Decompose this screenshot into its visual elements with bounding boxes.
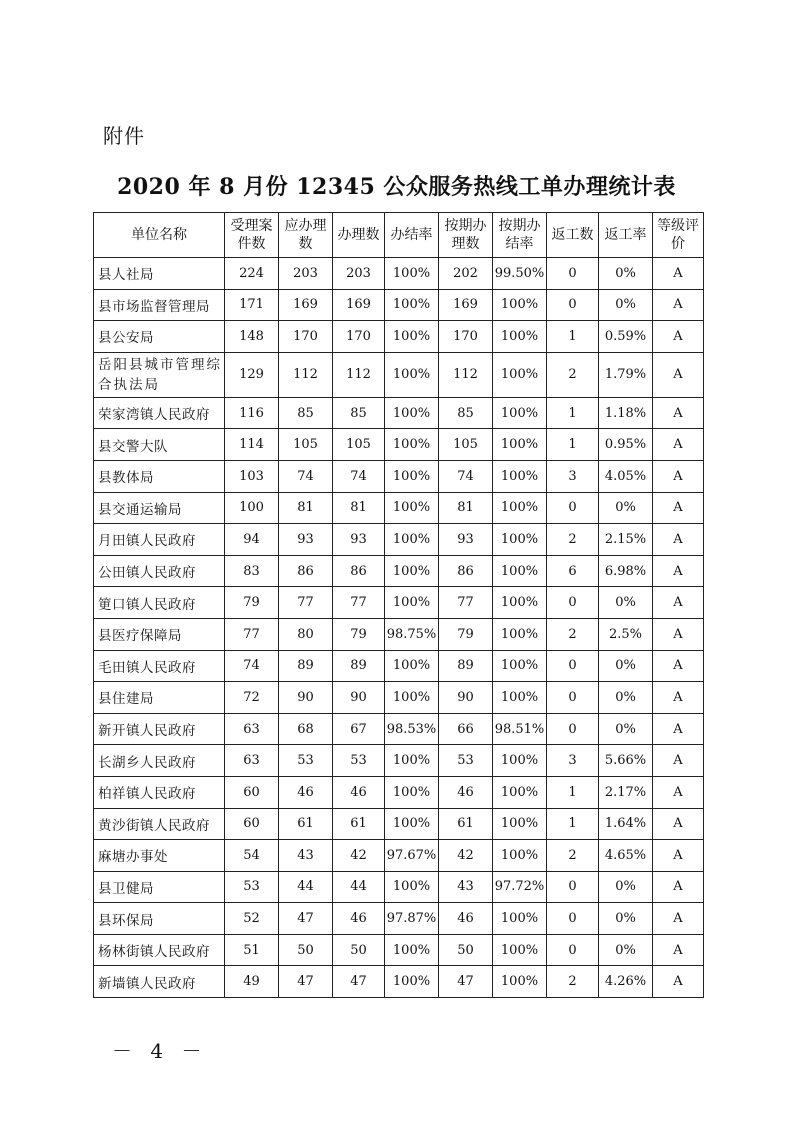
cell-rework-rate: 2.15% <box>599 524 653 556</box>
table-row <box>94 966 704 998</box>
cell-handled: 203 <box>333 258 385 290</box>
cell-unit-name: 筻口镇人民政府 <box>94 587 225 619</box>
cell-unit-name: 长湖乡人民政府 <box>94 745 225 777</box>
table-row <box>94 840 704 872</box>
cell-grade: A <box>653 934 704 966</box>
table-row <box>94 776 704 808</box>
cell-ontime-handled: 47 <box>439 966 493 998</box>
cell-grade: A <box>653 713 704 745</box>
cell-completion-rate: 100% <box>385 966 439 998</box>
cell-rework-count: 0 <box>547 713 599 745</box>
cell-grade: A <box>653 555 704 587</box>
cell-accepted-cases: 77 <box>225 618 279 650</box>
cell-completion-rate: 100% <box>385 555 439 587</box>
cell-accepted-cases: 129 <box>225 352 279 397</box>
cell-ontime-rate: 100% <box>493 840 547 872</box>
cell-rework-rate: 4.05% <box>599 460 653 492</box>
table-row <box>94 258 704 290</box>
header-accepted-cases: 受理案件数 <box>225 213 279 258</box>
cell-unit-name: 柏祥镇人民政府 <box>94 776 225 808</box>
cell-completion-rate: 100% <box>385 397 439 429</box>
cell-grade: A <box>653 871 704 903</box>
cell-rework-rate: 1.18% <box>599 397 653 429</box>
cell-rework-count: 2 <box>547 840 599 872</box>
cell-accepted-cases: 51 <box>225 934 279 966</box>
cell-ontime-rate: 100% <box>493 524 547 556</box>
cell-grade: A <box>653 682 704 714</box>
cell-ontime-rate: 99.50% <box>493 258 547 290</box>
cell-accepted-cases: 60 <box>225 808 279 840</box>
cell-completion-rate: 97.67% <box>385 840 439 872</box>
table-row <box>94 650 704 682</box>
header-ontime-rate: 按期办结率 <box>493 213 547 258</box>
header-completion-rate: 办结率 <box>385 213 439 258</box>
cell-should-handle: 89 <box>279 650 333 682</box>
cell-unit-name: 黄沙街镇人民政府 <box>94 808 225 840</box>
cell-rework-rate: 0% <box>599 587 653 619</box>
cell-accepted-cases: 72 <box>225 682 279 714</box>
cell-ontime-rate: 100% <box>493 397 547 429</box>
table-row <box>94 618 704 650</box>
cell-completion-rate: 100% <box>385 321 439 353</box>
cell-completion-rate: 100% <box>385 682 439 714</box>
cell-grade: A <box>653 460 704 492</box>
cell-grade: A <box>653 289 704 321</box>
cell-ontime-handled: 46 <box>439 903 493 935</box>
cell-ontime-handled: 112 <box>439 352 493 397</box>
table-row <box>94 808 704 840</box>
cell-unit-name: 县住建局 <box>94 682 225 714</box>
cell-ontime-handled: 170 <box>439 321 493 353</box>
cell-unit-name: 县公安局 <box>94 321 225 353</box>
cell-completion-rate: 100% <box>385 258 439 290</box>
cell-rework-count: 1 <box>547 429 599 461</box>
cell-rework-rate: 0% <box>599 492 653 524</box>
header-should-handle: 应办理数 <box>279 213 333 258</box>
cell-should-handle: 46 <box>279 776 333 808</box>
table-row <box>94 903 704 935</box>
cell-accepted-cases: 63 <box>225 745 279 777</box>
cell-handled: 46 <box>333 776 385 808</box>
cell-should-handle: 86 <box>279 555 333 587</box>
cell-grade: A <box>653 966 704 998</box>
cell-accepted-cases: 94 <box>225 524 279 556</box>
cell-ontime-rate: 100% <box>493 776 547 808</box>
cell-unit-name: 县交警大队 <box>94 429 225 461</box>
cell-unit-name: 公田镇人民政府 <box>94 555 225 587</box>
table-row <box>94 352 704 397</box>
table-row <box>94 682 704 714</box>
cell-grade: A <box>653 321 704 353</box>
cell-ontime-handled: 81 <box>439 492 493 524</box>
cell-rework-rate: 5.66% <box>599 745 653 777</box>
cell-should-handle: 80 <box>279 618 333 650</box>
header-ontime-handled: 按期办理数 <box>439 213 493 258</box>
cell-handled: 89 <box>333 650 385 682</box>
cell-should-handle: 44 <box>279 871 333 903</box>
cell-ontime-rate: 100% <box>493 429 547 461</box>
cell-should-handle: 81 <box>279 492 333 524</box>
cell-ontime-handled: 42 <box>439 840 493 872</box>
cell-should-handle: 61 <box>279 808 333 840</box>
cell-handled: 169 <box>333 289 385 321</box>
cell-rework-count: 0 <box>547 650 599 682</box>
cell-ontime-rate: 100% <box>493 352 547 397</box>
cell-handled: 112 <box>333 352 385 397</box>
cell-rework-rate: 1.64% <box>599 808 653 840</box>
cell-handled: 47 <box>333 966 385 998</box>
cell-rework-rate: 0% <box>599 682 653 714</box>
cell-grade: A <box>653 776 704 808</box>
cell-rework-rate: 6.98% <box>599 555 653 587</box>
cell-grade: A <box>653 618 704 650</box>
cell-handled: 46 <box>333 903 385 935</box>
cell-ontime-rate: 100% <box>493 903 547 935</box>
cell-accepted-cases: 49 <box>225 966 279 998</box>
cell-ontime-rate: 100% <box>493 460 547 492</box>
cell-rework-rate: 4.26% <box>599 966 653 998</box>
cell-ontime-handled: 66 <box>439 713 493 745</box>
cell-completion-rate: 98.75% <box>385 618 439 650</box>
cell-unit-name: 新开镇人民政府 <box>94 713 225 745</box>
header-rework-count: 返工数 <box>547 213 599 258</box>
cell-completion-rate: 100% <box>385 492 439 524</box>
cell-rework-rate: 2.5% <box>599 618 653 650</box>
cell-rework-count: 2 <box>547 524 599 556</box>
cell-rework-count: 0 <box>547 289 599 321</box>
cell-completion-rate: 97.87% <box>385 903 439 935</box>
cell-accepted-cases: 79 <box>225 587 279 619</box>
cell-ontime-rate: 100% <box>493 321 547 353</box>
cell-accepted-cases: 54 <box>225 840 279 872</box>
cell-ontime-handled: 169 <box>439 289 493 321</box>
cell-completion-rate: 100% <box>385 776 439 808</box>
statistics-table <box>93 212 704 998</box>
table-row <box>94 429 704 461</box>
table-row <box>94 492 704 524</box>
cell-rework-count: 1 <box>547 808 599 840</box>
cell-grade: A <box>653 840 704 872</box>
cell-completion-rate: 98.53% <box>385 713 439 745</box>
cell-grade: A <box>653 650 704 682</box>
cell-ontime-rate: 98.51% <box>493 713 547 745</box>
cell-should-handle: 90 <box>279 682 333 714</box>
cell-should-handle: 47 <box>279 966 333 998</box>
cell-handled: 44 <box>333 871 385 903</box>
cell-ontime-handled: 61 <box>439 808 493 840</box>
cell-ontime-rate: 100% <box>493 808 547 840</box>
cell-unit-name: 县卫健局 <box>94 871 225 903</box>
cell-rework-count: 0 <box>547 587 599 619</box>
cell-ontime-handled: 53 <box>439 745 493 777</box>
cell-rework-count: 0 <box>547 682 599 714</box>
cell-unit-name: 县市场监督管理局 <box>94 289 225 321</box>
cell-ontime-rate: 100% <box>493 289 547 321</box>
cell-unit-name: 新墙镇人民政府 <box>94 966 225 998</box>
cell-ontime-rate: 100% <box>493 745 547 777</box>
cell-rework-rate: 1.79% <box>599 352 653 397</box>
cell-rework-count: 2 <box>547 352 599 397</box>
cell-should-handle: 112 <box>279 352 333 397</box>
cell-handled: 42 <box>333 840 385 872</box>
cell-grade: A <box>653 808 704 840</box>
cell-handled: 93 <box>333 524 385 556</box>
cell-completion-rate: 100% <box>385 745 439 777</box>
cell-rework-rate: 0.95% <box>599 429 653 461</box>
table-row <box>94 745 704 777</box>
cell-should-handle: 47 <box>279 903 333 935</box>
cell-accepted-cases: 63 <box>225 713 279 745</box>
cell-unit-name: 麻塘办事处 <box>94 840 225 872</box>
cell-grade: A <box>653 524 704 556</box>
cell-completion-rate: 100% <box>385 871 439 903</box>
cell-handled: 79 <box>333 618 385 650</box>
cell-grade: A <box>653 587 704 619</box>
cell-rework-rate: 0% <box>599 258 653 290</box>
cell-should-handle: 93 <box>279 524 333 556</box>
cell-handled: 90 <box>333 682 385 714</box>
cell-rework-rate: 0% <box>599 903 653 935</box>
cell-rework-count: 1 <box>547 321 599 353</box>
cell-accepted-cases: 224 <box>225 258 279 290</box>
table-row <box>94 587 704 619</box>
cell-grade: A <box>653 745 704 777</box>
cell-handled: 105 <box>333 429 385 461</box>
attachment-label: 附件 <box>103 124 145 148</box>
table-row <box>94 397 704 429</box>
cell-grade: A <box>653 903 704 935</box>
cell-unit-name: 月田镇人民政府 <box>94 524 225 556</box>
cell-accepted-cases: 103 <box>225 460 279 492</box>
cell-ontime-rate: 100% <box>493 934 547 966</box>
cell-accepted-cases: 52 <box>225 903 279 935</box>
cell-ontime-handled: 93 <box>439 524 493 556</box>
cell-rework-count: 1 <box>547 397 599 429</box>
cell-accepted-cases: 148 <box>225 321 279 353</box>
table-row <box>94 934 704 966</box>
header-handled: 办理数 <box>333 213 385 258</box>
cell-unit-name: 县人社局 <box>94 258 225 290</box>
cell-completion-rate: 100% <box>385 524 439 556</box>
cell-rework-count: 1 <box>547 776 599 808</box>
cell-ontime-handled: 50 <box>439 934 493 966</box>
cell-should-handle: 74 <box>279 460 333 492</box>
table-row <box>94 713 704 745</box>
cell-unit-name: 县环保局 <box>94 903 225 935</box>
cell-ontime-rate: 100% <box>493 650 547 682</box>
cell-rework-count: 0 <box>547 934 599 966</box>
cell-rework-count: 2 <box>547 618 599 650</box>
cell-completion-rate: 100% <box>385 460 439 492</box>
cell-ontime-handled: 85 <box>439 397 493 429</box>
cell-unit-name: 荣家湾镇人民政府 <box>94 397 225 429</box>
cell-ontime-rate: 100% <box>493 682 547 714</box>
cell-ontime-handled: 202 <box>439 258 493 290</box>
cell-accepted-cases: 83 <box>225 555 279 587</box>
table-row <box>94 524 704 556</box>
page-number: － 4 － <box>112 1039 208 1063</box>
cell-handled: 86 <box>333 555 385 587</box>
cell-should-handle: 169 <box>279 289 333 321</box>
cell-rework-rate: 0% <box>599 871 653 903</box>
cell-handled: 67 <box>333 713 385 745</box>
table-header-row <box>94 213 704 258</box>
cell-unit-name: 岳阳县城市管理综合执法局 <box>94 352 225 397</box>
cell-accepted-cases: 74 <box>225 650 279 682</box>
cell-ontime-handled: 105 <box>439 429 493 461</box>
cell-unit-name: 县交通运输局 <box>94 492 225 524</box>
cell-rework-rate: 0% <box>599 934 653 966</box>
cell-should-handle: 203 <box>279 258 333 290</box>
cell-rework-rate: 0.59% <box>599 321 653 353</box>
cell-rework-rate: 0% <box>599 650 653 682</box>
cell-should-handle: 105 <box>279 429 333 461</box>
cell-rework-rate: 0% <box>599 289 653 321</box>
cell-accepted-cases: 114 <box>225 429 279 461</box>
cell-accepted-cases: 100 <box>225 492 279 524</box>
cell-completion-rate: 100% <box>385 352 439 397</box>
table-row <box>94 460 704 492</box>
table-row <box>94 289 704 321</box>
cell-ontime-handled: 79 <box>439 618 493 650</box>
cell-handled: 74 <box>333 460 385 492</box>
cell-ontime-handled: 46 <box>439 776 493 808</box>
cell-ontime-handled: 43 <box>439 871 493 903</box>
cell-should-handle: 77 <box>279 587 333 619</box>
cell-grade: A <box>653 397 704 429</box>
cell-handled: 81 <box>333 492 385 524</box>
cell-unit-name: 毛田镇人民政府 <box>94 650 225 682</box>
cell-should-handle: 43 <box>279 840 333 872</box>
cell-handled: 85 <box>333 397 385 429</box>
cell-ontime-rate: 97.72% <box>493 871 547 903</box>
cell-completion-rate: 100% <box>385 650 439 682</box>
cell-grade: A <box>653 492 704 524</box>
table-row <box>94 321 704 353</box>
header-rework-rate: 返工率 <box>599 213 653 258</box>
table-row <box>94 871 704 903</box>
cell-rework-rate: 0% <box>599 713 653 745</box>
cell-rework-rate: 4.65% <box>599 840 653 872</box>
cell-should-handle: 53 <box>279 745 333 777</box>
cell-grade: A <box>653 429 704 461</box>
cell-rework-count: 2 <box>547 966 599 998</box>
cell-handled: 77 <box>333 587 385 619</box>
cell-ontime-handled: 89 <box>439 650 493 682</box>
cell-rework-count: 3 <box>547 460 599 492</box>
cell-rework-count: 0 <box>547 903 599 935</box>
cell-rework-count: 0 <box>547 492 599 524</box>
cell-handled: 53 <box>333 745 385 777</box>
cell-ontime-handled: 86 <box>439 555 493 587</box>
cell-handled: 50 <box>333 934 385 966</box>
cell-handled: 170 <box>333 321 385 353</box>
cell-grade: A <box>653 352 704 397</box>
cell-accepted-cases: 60 <box>225 776 279 808</box>
cell-should-handle: 85 <box>279 397 333 429</box>
cell-rework-count: 0 <box>547 871 599 903</box>
cell-ontime-rate: 100% <box>493 587 547 619</box>
cell-ontime-rate: 100% <box>493 966 547 998</box>
cell-unit-name: 县教体局 <box>94 460 225 492</box>
table-row <box>94 555 704 587</box>
cell-rework-count: 3 <box>547 745 599 777</box>
cell-completion-rate: 100% <box>385 429 439 461</box>
cell-should-handle: 50 <box>279 934 333 966</box>
cell-ontime-rate: 100% <box>493 492 547 524</box>
cell-rework-count: 0 <box>547 258 599 290</box>
cell-completion-rate: 100% <box>385 934 439 966</box>
cell-should-handle: 170 <box>279 321 333 353</box>
cell-ontime-rate: 100% <box>493 555 547 587</box>
cell-ontime-handled: 90 <box>439 682 493 714</box>
cell-grade: A <box>653 258 704 290</box>
page-title: 2020 年 8 月份 12345 公众服务热线工单办理统计表 <box>117 174 676 200</box>
cell-accepted-cases: 53 <box>225 871 279 903</box>
header-unit-name: 单位名称 <box>94 213 225 258</box>
cell-rework-count: 6 <box>547 555 599 587</box>
cell-rework-rate: 2.17% <box>599 776 653 808</box>
cell-ontime-rate: 100% <box>493 618 547 650</box>
cell-ontime-handled: 77 <box>439 587 493 619</box>
cell-should-handle: 68 <box>279 713 333 745</box>
cell-handled: 61 <box>333 808 385 840</box>
cell-accepted-cases: 171 <box>225 289 279 321</box>
cell-completion-rate: 100% <box>385 587 439 619</box>
cell-accepted-cases: 116 <box>225 397 279 429</box>
cell-ontime-handled: 74 <box>439 460 493 492</box>
cell-completion-rate: 100% <box>385 289 439 321</box>
cell-unit-name: 杨林街镇人民政府 <box>94 934 225 966</box>
cell-unit-name: 县医疗保障局 <box>94 618 225 650</box>
table-body <box>94 258 704 998</box>
cell-completion-rate: 100% <box>385 808 439 840</box>
header-grade: 等级评价 <box>653 213 704 258</box>
